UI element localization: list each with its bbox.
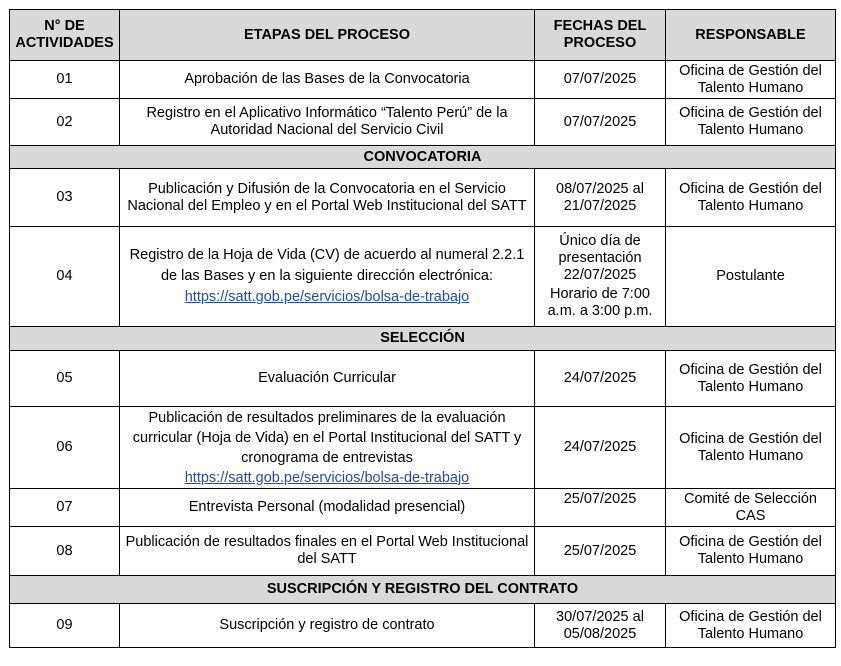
cell-num: 02 [10, 99, 120, 146]
cell-num: 06 [10, 407, 120, 489]
cell-responsable: Oficina de Gestión del Talento Humano [666, 407, 836, 489]
table-row [10, 604, 836, 648]
section-title-seleccion: SELECCIÓN [10, 327, 836, 351]
section-row [10, 576, 836, 604]
cell-etapa: Publicación y Difusión de la Convocatoria en el Servicio Nacional del Empleo y en el Portal Web Institucional del SATT [120, 169, 535, 227]
cell-num: 04 [10, 227, 120, 327]
header-num: N° DE ACTIVIDADES [10, 10, 120, 61]
cell-responsable: Comité de Selección CAS [666, 489, 836, 527]
cell-num: 09 [10, 604, 120, 648]
cell-responsable: Postulante [666, 227, 836, 327]
table-row [10, 489, 836, 527]
cell-etapa-text: Registro de la Hoja de Vida (CV) de acuerdo al numeral 2.2.1 de las Bases y en la siguiente dirección electrónica: [129, 247, 525, 284]
section-title-suscripcion: SUSCRIPCIÓN Y REGISTRO DEL CONTRATO [10, 576, 836, 604]
cell-num: 03 [10, 169, 120, 227]
schedule-table [9, 9, 836, 648]
cell-fecha [535, 227, 666, 327]
table-row [10, 61, 836, 99]
section-row [10, 146, 836, 169]
cell-responsable: Oficina de Gestión del Talento Humano [666, 169, 836, 227]
cell-etapa: Publicación de resultados finales en el Portal Web Institucional del SATT [120, 527, 535, 576]
cell-fecha: 07/07/2025 [535, 99, 666, 146]
cell-etapa [120, 407, 535, 489]
cell-num: 05 [10, 351, 120, 407]
table-row [10, 169, 836, 227]
cell-etapa: Suscripción y registro de contrato [120, 604, 535, 648]
cell-etapa: Evaluación Curricular [120, 351, 535, 407]
header-etapa: ETAPAS DEL PROCESO [120, 10, 535, 61]
cell-num: 01 [10, 61, 120, 99]
cell-responsable: Oficina de Gestión del Talento Humano [666, 99, 836, 146]
cell-fecha: 25/07/2025 [535, 489, 666, 527]
section-row [10, 327, 836, 351]
header-row [10, 10, 836, 61]
table-row [10, 99, 836, 146]
cell-etapa: Entrevista Personal (modalidad presencial) [120, 489, 535, 527]
cell-num: 07 [10, 489, 120, 527]
cell-responsable: Oficina de Gestión del Talento Humano [666, 604, 836, 648]
bolsa-de-trabajo-link[interactable]: https://satt.gob.pe/servicios/bolsa-de-trabajo [184, 289, 470, 305]
cell-responsable: Oficina de Gestión del Talento Humano [666, 61, 836, 99]
cell-fecha: 30/07/2025 al 05/08/2025 [535, 604, 666, 648]
cell-num: 08 [10, 527, 120, 576]
cell-fecha: 24/07/2025 [535, 407, 666, 489]
header-responsable: RESPONSABLE [666, 10, 836, 61]
cell-etapa [120, 227, 535, 327]
table-row [10, 407, 836, 489]
cell-etapa: Registro en el Aplicativo Informático “Talento Perú” de la Autoridad Nacional del Servicio Civil [120, 99, 535, 146]
table-row [10, 527, 836, 576]
section-title-convocatoria: CONVOCATORIA [10, 146, 836, 169]
cell-etapa-text: Publicación de resultados preliminares de la evaluación curricular (Hoja de Vida) en el Portal Institucional del SATT y cronograma de entrevistas [132, 409, 522, 466]
cell-fecha-line1: Único día de presentación 22/07/2025 [558, 233, 642, 283]
cell-fecha: 07/07/2025 [535, 61, 666, 99]
bolsa-de-trabajo-link[interactable]: https://satt.gob.pe/servicios/bolsa-de-trabajo [184, 469, 470, 486]
header-fecha: FECHAS DEL PROCESO [535, 10, 666, 61]
cell-responsable: Oficina de Gestión del Talento Humano [666, 351, 836, 407]
table-row [10, 227, 836, 327]
cell-fecha-line2: Horario de 7:00 a.m. a 3:00 p.m. [547, 286, 653, 319]
cell-etapa: Aprobación de las Bases de la Convocatoria [120, 61, 535, 99]
cell-fecha: 08/07/2025 al 21/07/2025 [535, 169, 666, 227]
cell-responsable: Oficina de Gestión del Talento Humano [666, 527, 836, 576]
table-row [10, 351, 836, 407]
cell-fecha: 25/07/2025 [535, 527, 666, 576]
cell-fecha: 24/07/2025 [535, 351, 666, 407]
